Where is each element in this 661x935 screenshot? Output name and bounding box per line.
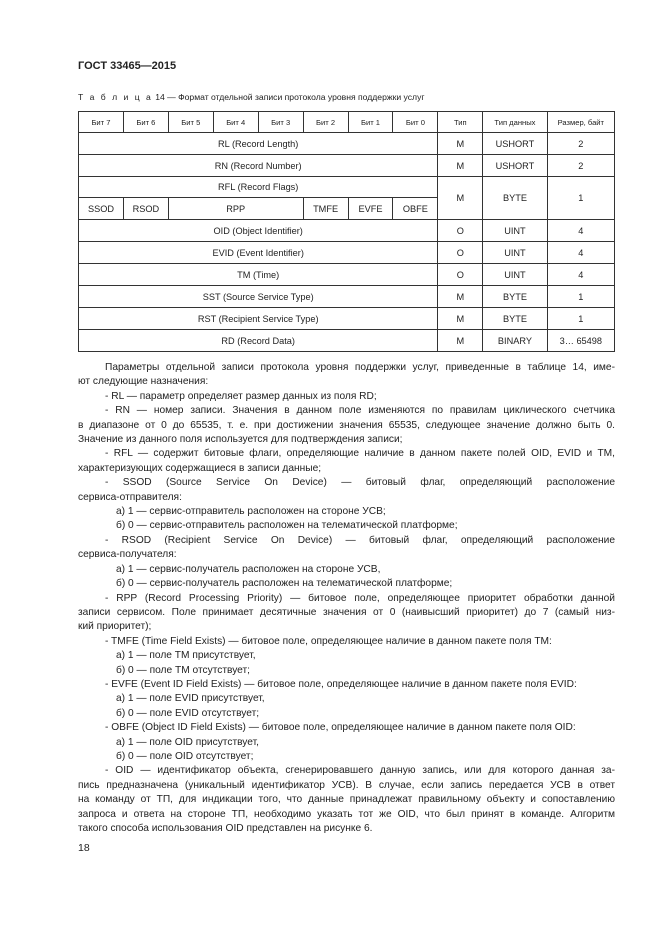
field-name-cell: RL (Record Length) — [79, 133, 438, 155]
list-item: а) 1 — сервис-отправитель расположен на стороне УСВ; — [116, 506, 386, 518]
field-dtype-cell: BYTE — [483, 177, 547, 220]
list-item: а) 1 — поле EVID присутствует, — [116, 693, 265, 705]
header-cell: Бит 1 — [348, 112, 393, 133]
field-type-cell: M — [438, 177, 483, 220]
paragraph-line: запроса и ответа на стороне ТП, необходимо указать тот же OID, что был принят в команде. Алгоритм — [78, 808, 615, 820]
table-caption — [78, 92, 425, 102]
field-name-cell: OID (Object Identifier) — [79, 220, 438, 242]
header-cell: Бит 6 — [123, 112, 168, 133]
field-type-cell: M — [438, 330, 483, 352]
field-name-cell: RN (Record Number) — [79, 155, 438, 177]
page-number: 18 — [78, 842, 90, 854]
paragraph-line: - RFL — содержит битовые флаги, определяющие наличие в данном пакете полей OID, EVID и TM, — [105, 448, 615, 460]
table-row — [79, 286, 615, 308]
flag-cell-rsod: RSOD — [123, 198, 168, 220]
paragraph-line: - RL — параметр определяет размер данных из поля RD; — [105, 390, 377, 402]
paragraph-line: - RSOD (Recipient Service On Device) — битовый флаг, определяющий расположение — [105, 534, 615, 546]
paragraph-line: кий приоритет); — [78, 621, 152, 633]
list-item: б) 0 — поле EVID отсутствует; — [116, 707, 260, 719]
caption-prefix: Т а б л и ц а — [78, 92, 153, 102]
field-name-cell: RST (Recipient Service Type) — [79, 308, 438, 330]
list-item: а) 1 — поле OID присутствует, — [116, 736, 259, 748]
record-format-table — [78, 111, 615, 352]
table-row — [79, 177, 615, 198]
field-size-cell: 1 — [547, 286, 614, 308]
paragraph-line: пись предназначена (уникальный идентификатор УСВ). В случае, если запись передается УСВ в ответ — [78, 779, 615, 791]
paragraph-line: - TMFE (Time Field Exists) — битовое поле, определяющее наличие в данном пакете поля TM: — [105, 635, 552, 647]
header-cell: Бит 2 — [303, 112, 348, 133]
header-cell: Бит 3 — [258, 112, 303, 133]
header-cell: Бит 7 — [79, 112, 124, 133]
paragraph-line: сервиса-отправителя: — [78, 491, 182, 503]
list-item: б) 0 — сервис-отправитель расположен на телематической платформе; — [116, 520, 458, 532]
paragraph-line: - RPP (Record Processing Priority) — битовое поле, определяющее приоритет обработки данной — [105, 592, 615, 604]
header-cell: Тип — [438, 112, 483, 133]
flag-cell-rpp: RPP — [168, 198, 303, 220]
field-type-cell: M — [438, 308, 483, 330]
field-size-cell: 2 — [547, 133, 614, 155]
list-item: б) 0 — сервис-получатель расположен на телематической платформе; — [116, 578, 453, 590]
field-name-cell: RD (Record Data) — [79, 330, 438, 352]
field-name-cell: SST (Source Service Type) — [79, 286, 438, 308]
field-size-cell: 2 — [547, 155, 614, 177]
flag-cell-evfe: EVFE — [348, 198, 393, 220]
field-size-cell: 1 — [547, 177, 614, 220]
document-id: ГОСТ 33465—2015 — [78, 60, 177, 72]
paragraph-line: записи сервисом. Поле принимает десятичные значения от 0 (наивысший приоритет) до 7 (самый низ- — [78, 606, 615, 618]
body-text — [78, 361, 615, 836]
table-row — [79, 242, 615, 264]
list-item: а) 1 — поле TM присутствует, — [116, 650, 256, 662]
paragraph-line: сервиса-получателя: — [78, 549, 177, 561]
list-item: б) 0 — поле OID отсутствует; — [116, 750, 254, 762]
field-type-cell: O — [438, 264, 483, 286]
paragraph-line: - OBFE (Object ID Field Exists) — битовое поле, определяющее наличие в данном пакете поля OID: — [105, 722, 576, 734]
paragraph-line: в диапазоне от 0 до 65535, т. е. при достижении значения 65535, следующее значение должно быть 0. — [78, 419, 615, 431]
caption-text: 14 — Формат отдельной записи протокола уровня поддержки услуг — [155, 92, 425, 102]
field-name-cell: TM (Time) — [79, 264, 438, 286]
field-type-cell: M — [438, 133, 483, 155]
list-item: б) 0 — поле TM отсутствует; — [116, 664, 250, 676]
paragraph-line: характеризующих содержащиеся в записи данные; — [78, 462, 322, 474]
table-row — [79, 330, 615, 352]
table-row — [79, 308, 615, 330]
paragraph-line: на команду от ТП, для индикации того, что данные принадлежат правильному объекту и сопоставлению — [78, 794, 615, 806]
field-dtype-cell: BYTE — [483, 308, 547, 330]
field-dtype-cell: BYTE — [483, 286, 547, 308]
paragraph-line: - SSOD (Source Service On Device) — битовый флаг, определяющий расположение — [105, 477, 615, 489]
flag-cell-ssod: SSOD — [79, 198, 124, 220]
paragraph-line: такого способа использования OID представлен на рисунке 6. — [78, 823, 373, 834]
table-row — [79, 220, 615, 242]
field-dtype-cell: USHORT — [483, 155, 547, 177]
field-type-cell: M — [438, 286, 483, 308]
field-size-cell: 4 — [547, 242, 614, 264]
field-type-cell: O — [438, 220, 483, 242]
paragraph-line: Параметры отдельной записи протокола уровня поддержки услуг, приведенные в таблице 14, име- — [105, 362, 615, 373]
table-header-row — [79, 112, 615, 133]
field-type-cell: M — [438, 155, 483, 177]
header-cell: Бит 4 — [213, 112, 258, 133]
field-dtype-cell: UINT — [483, 242, 547, 264]
field-dtype-cell: BINARY — [483, 330, 547, 352]
header-cell: Размер, байт — [547, 112, 614, 133]
field-name-cell: EVID (Event Identifier) — [79, 242, 438, 264]
paragraph-line: - OID — идентификатор объекта, сгенерировавшего данную запись, или для которого данная за- — [105, 765, 615, 777]
flag-cell-obfe: OBFE — [393, 198, 438, 220]
field-size-cell: 4 — [547, 220, 614, 242]
field-dtype-cell: USHORT — [483, 133, 547, 155]
field-type-cell: O — [438, 242, 483, 264]
field-name-cell: RFL (Record Flags) — [79, 177, 438, 198]
flag-cell-tmfe: TMFE — [303, 198, 348, 220]
table-row — [79, 133, 615, 155]
field-dtype-cell: UINT — [483, 220, 547, 242]
header-cell: Тип данных — [483, 112, 547, 133]
field-dtype-cell: UINT — [483, 264, 547, 286]
field-size-cell: 3… 65498 — [547, 330, 614, 352]
table-row — [79, 264, 615, 286]
paragraph-line: - EVFE (Event ID Field Exists) — битовое поле, определяющее наличие в данном пакете поля EVID: — [105, 678, 577, 690]
paragraph-line: Значение из данного поля используется для подтверждения записи; — [78, 434, 403, 446]
field-size-cell: 1 — [547, 308, 614, 330]
paragraph-line: - RN — номер записи. Значения в данном поле изменяются по правилам циклического счетчика — [105, 405, 615, 417]
field-size-cell: 4 — [547, 264, 614, 286]
table-row — [79, 155, 615, 177]
header-cell: Бит 5 — [168, 112, 213, 133]
paragraph-line: ют следующие назначения: — [78, 376, 209, 388]
list-item: а) 1 — сервис-получатель расположен на стороне УСВ, — [116, 563, 381, 575]
header-cell: Бит 0 — [393, 112, 438, 133]
